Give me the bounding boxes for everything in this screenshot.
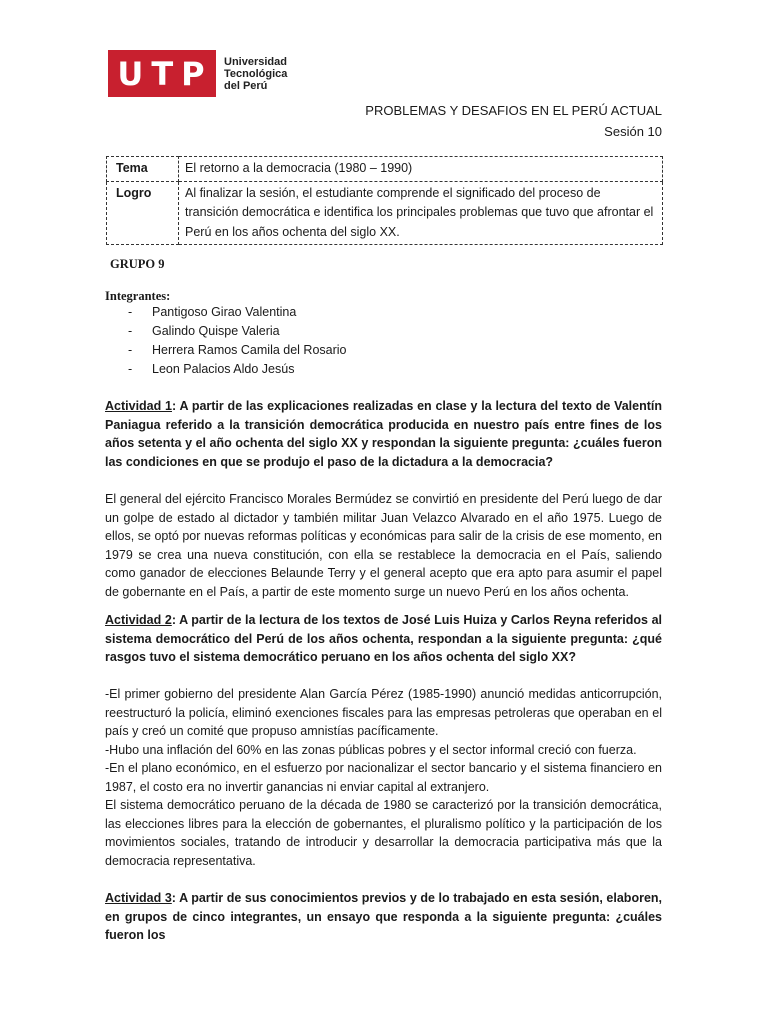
activity-1-answer: El general del ejército Francisco Morales Bermúdez se convirtió en presidente del Perú luego de dar un golpe de estado al dictador y también militar Juan Velazco Alvarado en el año 1975. Luego de ellos, se optó por nuevas reformas políticas y económicas para salir de la crisis de ese momento, en 1979 se crea una nueva constitución, con ella se restablece la democracia en el País, saliendo como ganador de elecciones Belaunde Terry y el general acepto que era apto para asumir el papel de gobernante en el País, a partir de este momento surge un nuevo Perú en los años ochenta. <box>105 492 662 599</box>
list-item: - Herrera Ramos Camila del Rosario <box>128 343 347 357</box>
logro-label: Logro <box>107 181 179 245</box>
logo-mark: UTP <box>108 50 216 97</box>
tema-row <box>107 157 663 182</box>
logro-value: Al finalizar la sesión, el estudiante comprende el significado del proceso de transición democrática e identifica los principales problemas que tuvo que afrontar el Perú en los años ochenta del siglo XX. <box>179 181 663 245</box>
activity-2-question: Actividad 2: A partir de la lectura de los textos de José Luis Huiza y Carlos Reyna referidos al sistema democrático del Perú de los años ochenta, respondan a la siguiente pregunta: ¿qué rasgos tuvo el sistema democrático peruano en los años ochenta del siglo XX? <box>105 613 663 664</box>
list-item: - Galindo Quispe Valeria <box>128 324 280 338</box>
session-info-table <box>106 156 663 245</box>
course-header <box>365 100 662 142</box>
list-item: - Leon Palacios Aldo Jesús <box>128 362 295 376</box>
activity-1-question: Actividad 1: A partir de las explicaciones realizadas en clase y la lectura del texto de Valentín Paniagua referido a la transición democrática producida en nuestro país entre fines de los años setenta y el año ochenta del siglo XX y respondan la siguiente pregunta: ¿cuáles fueron las condiciones en que se produjo el paso de la dictadura a la democracia? <box>105 399 662 469</box>
tema-value: El retorno a la democracia (1980 – 1990) <box>179 157 663 182</box>
group-name: GRUPO 9 <box>110 257 165 271</box>
utp-logo <box>108 50 287 97</box>
members-title: Integrantes: <box>105 289 171 303</box>
members-list <box>128 303 347 379</box>
activity-2-label: Actividad 2 <box>105 613 172 627</box>
logro-row <box>107 181 663 245</box>
course-title: PROBLEMAS Y DESAFIOS EN EL PERÚ ACTUAL <box>365 103 662 118</box>
session-label: Sesión 10 <box>604 124 662 139</box>
activity-2-answer: -El primer gobierno del presidente Alan García Pérez (1985-1990) anunció medidas anticorrupción, reestructuró la policía, eliminó exenciones fiscales para las empresas petroleras que operaban en el país y creó un comité que propuso amnistías pacíficamente. -Hubo una inflación del 60% en las zonas públicas pobres y el sector informal creció con fuerza. -En el plano económico, en el esfuerzo por nacionalizar el sector bancario y el sistema financiero en 1987, el costo era no invertir ganancias ni enviar capital al extranjero. El sistema democrático peruano de la década de 1980 se caracterizó por la transición democrática, las elecciones libres para la elección de gobernantes, el pluralismo político y la participación de los movimientos sociales, tratando de introducir y desarrollar la democracia participativa más que la democracia representativa. <box>105 687 662 868</box>
activity-3-question: Actividad 3: A partir de sus conocimientos previos y de lo trabajado en esta sesión, elaboren, en grupos de cinco integrantes, un ensayo que responda a la siguiente pregunta: ¿cuáles fueron los <box>105 891 663 942</box>
tema-label: Tema <box>107 157 179 182</box>
list-item: - Pantigoso Girao Valentina <box>128 305 297 319</box>
activity-3-label: Actividad 3 <box>105 891 172 905</box>
activity-1-label: Actividad 1 <box>105 399 172 413</box>
logo-wordmark: Universidad Tecnológica del Perú <box>224 55 288 92</box>
